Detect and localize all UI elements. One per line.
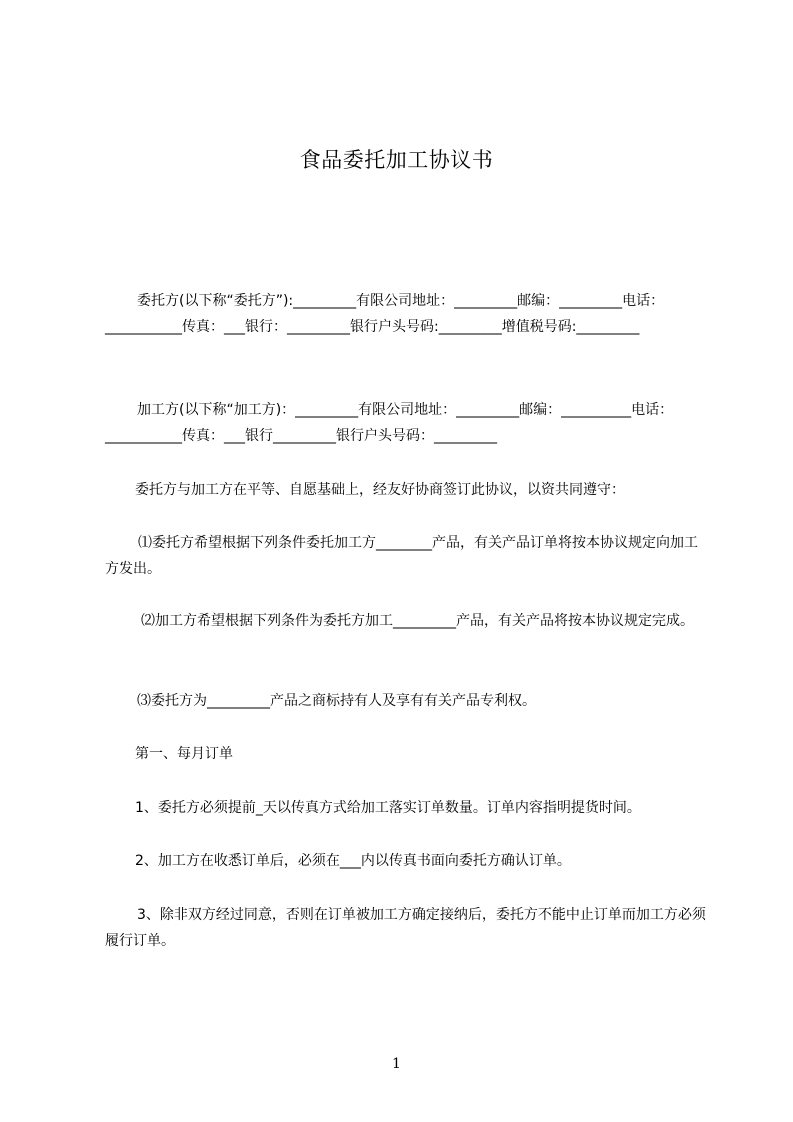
clause-3-paragraph: ⑶委托方为_________产品之商标持有人及享有有关产品专利权。 <box>137 693 536 709</box>
item-3-paragraph: 3、除非双方经过同意，否则在订单被加工方确定接纳后，委托方不能中止订单而加工方必须履行订单。 <box>105 907 706 949</box>
intro-paragraph: 委托方与加工方在平等、自愿基础上，经友好协商签订此协议，以资共同遵守： <box>135 482 625 498</box>
client-info-paragraph: 委托方(以下称“委托方”):_________有限公司地址：_________邮编：_________电话：___________传真：___银行：_________银行户头号码:_________增值税号码:_________ <box>105 293 665 335</box>
document-title: 食品委托加工协议书 <box>299 148 494 172</box>
section-1-heading: 第一、每月订单 <box>135 746 233 762</box>
processor-info-paragraph: 加工方(以下称“加工方)：_________有限公司地址：_________邮编：__________电话：___________传真：___银行_________银行户头号码：_________ <box>105 402 674 444</box>
item-2-paragraph: 2、加工方在收悉订单后，必须在___内以传真书面向委托方确认订单。 <box>135 853 571 869</box>
item-1-paragraph: 1、委托方必须提前_天以传真方式给加工落实订单数量。订单内容指明提货时间。 <box>135 800 641 816</box>
page-number: 1 <box>392 1056 401 1072</box>
clause-1-paragraph: ⑴委托方希望根据下列条件委托加工方________产品，有关产品订单将按本协议规定向加工方发出。 <box>105 535 698 577</box>
clause-2-paragraph: ⑵加工方希望根据下列条件为委托方加工_________产品，有关产品将按本协议规定完成。 <box>141 613 694 629</box>
